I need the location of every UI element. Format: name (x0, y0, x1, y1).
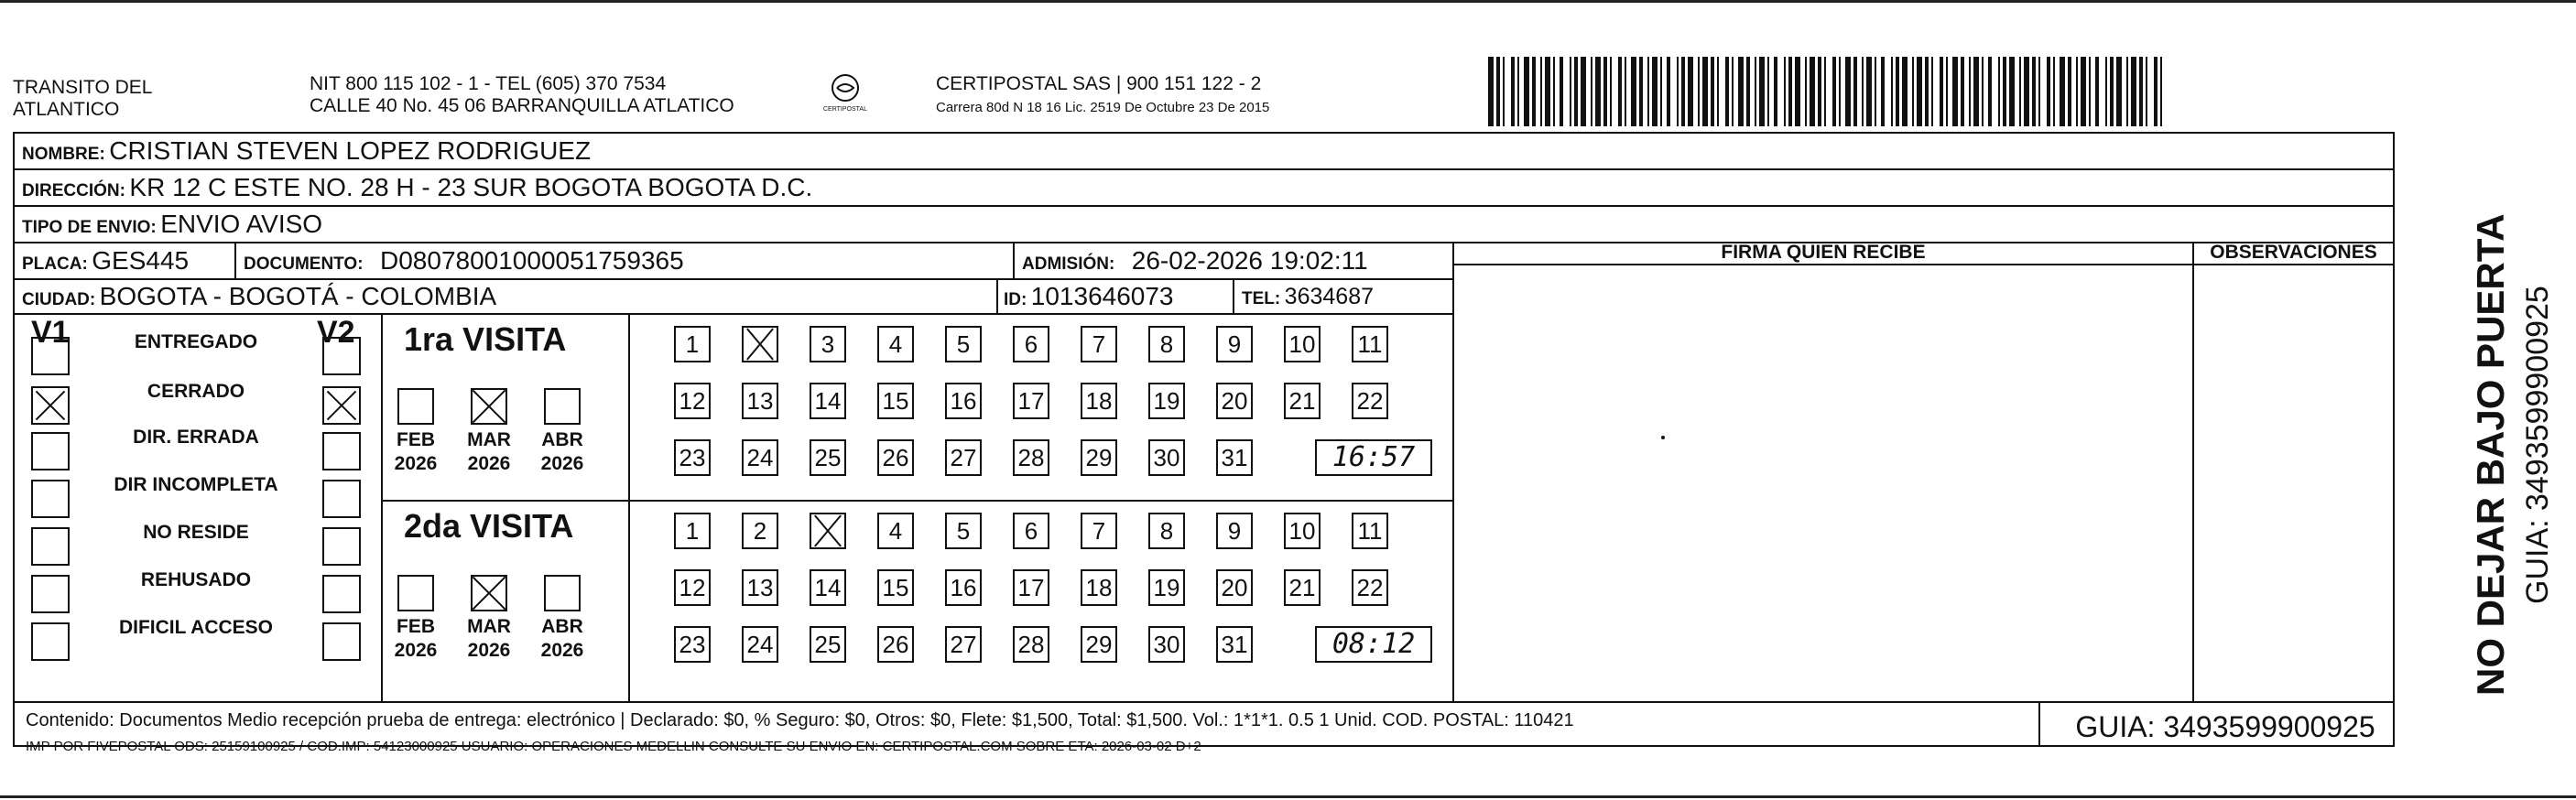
barcode-bar (1625, 57, 1626, 126)
day-box[interactable]: 19 (1148, 383, 1185, 419)
month-checkbox[interactable] (397, 575, 434, 611)
day-box[interactable]: 17 (1013, 383, 1049, 419)
firma-header (1454, 236, 2192, 263)
guia-footer: GUIA: 3493599900925 (2075, 710, 2375, 743)
courier-block (936, 73, 1269, 116)
barcode-bar (2105, 57, 2107, 126)
barcode-bar (1581, 57, 1586, 126)
day-box[interactable]: 31 (1216, 439, 1253, 476)
nombre-row (22, 136, 591, 166)
divider (1013, 242, 1015, 278)
placa-label: PLACA: (22, 254, 88, 274)
month-year: 2026 (540, 453, 584, 474)
month-label (388, 615, 443, 663)
day-box[interactable]: 15 (877, 383, 914, 419)
barcode-bar (1988, 57, 1992, 126)
barcode-bar (1917, 57, 1922, 126)
ciudad-label: CIUDAD: (22, 290, 96, 309)
day-box[interactable]: 22 (1352, 569, 1388, 606)
barcode-bar (1570, 57, 1571, 126)
v2-checkbox[interactable] (322, 337, 361, 375)
barcode-bar (1553, 57, 1555, 126)
day-box[interactable]: 11 (1352, 326, 1388, 362)
direccion-label: DIRECCIÓN: (22, 181, 125, 200)
barcode-bar (1832, 57, 1836, 126)
status-label: CERRADO (147, 381, 245, 402)
day-box[interactable]: 13 (742, 569, 778, 606)
status-label: ENTREGADO (134, 331, 258, 352)
sender-line-1: TRANSITO DEL (13, 77, 153, 98)
barcode-bar (1488, 57, 1494, 126)
v2-heading: V2 (317, 315, 355, 350)
barcode-bar (1862, 57, 1864, 126)
visit-title: 1ra VISITA (404, 320, 567, 358)
barcode-bar (1702, 57, 1708, 126)
month-name: FEB (397, 616, 435, 637)
nombre-label: NOMBRE: (22, 145, 105, 164)
ciudad-cell (22, 282, 496, 311)
id-label: ID: (1004, 290, 1027, 309)
v2-checkbox[interactable] (322, 480, 361, 518)
barcode-bar (1839, 57, 1841, 126)
observaciones-header (2194, 242, 2393, 264)
barcode-bar (1496, 57, 1500, 126)
day-box[interactable]: 16 (945, 383, 982, 419)
barcode-bar (1591, 57, 1592, 126)
day-box[interactable]: 11 (1352, 513, 1388, 549)
barcode-bar (1755, 57, 1756, 126)
bottom-rule (0, 795, 2576, 798)
barcode-bar (1818, 57, 1821, 126)
day-box[interactable]: 8 (1148, 513, 1185, 549)
logo-icon (813, 71, 877, 123)
barcode-bar (1511, 57, 1515, 126)
admision-cell (1022, 246, 1368, 276)
v2-checkbox[interactable] (322, 432, 361, 470)
divider (2038, 701, 2040, 745)
license-line: Carrera 80d N 18 16 Lic. 2519 De Octubre 23 De 2015 (936, 100, 1270, 115)
barcode-bar (1810, 57, 1815, 126)
barcode-bar (1652, 57, 1658, 126)
month-label (462, 615, 516, 663)
day-box[interactable]: 21 (1284, 383, 1321, 419)
barcode-bar (1631, 57, 1636, 126)
divider (1452, 242, 1454, 701)
month-checkbox[interactable] (471, 575, 507, 611)
contenido-line: Contenido: Documentos Medio recepción prueba de entrega: electrónico | Declarado: $0, % Seguro: $0, Otros: $0, Flete: $1,500, Total: $1,500. Vol.: 1*1*1. 0.5 1 Unid. COD. POSTAL: 110421 (26, 710, 1574, 730)
v1-checkbox[interactable] (31, 480, 70, 518)
barcode-bar (1875, 57, 1876, 126)
barcode-bar (2081, 57, 2086, 126)
admision-value: 26-02-2026 19:02:11 (1131, 246, 1368, 275)
tel-cell (1242, 284, 1374, 310)
v1-checkbox[interactable] (31, 432, 70, 470)
barcode-bar (1973, 57, 1979, 126)
barcode-bar (1788, 57, 1792, 126)
id-value: 1013646073 (1030, 282, 1174, 310)
day-box[interactable]: 14 (810, 383, 846, 419)
barcode-bar (2003, 57, 2006, 126)
barcode-bar (1503, 57, 1505, 126)
barcode-bar (2068, 57, 2071, 126)
month-label (462, 428, 516, 476)
divider (381, 500, 1452, 502)
barcode-bar (1560, 57, 1563, 126)
v2-checkbox[interactable] (322, 527, 361, 566)
day-box[interactable]: 20 (1216, 383, 1253, 419)
barcode-bar (2053, 57, 2055, 126)
divider (1233, 278, 1234, 313)
month-year: 2026 (467, 453, 511, 474)
barcode-bar (1746, 57, 1750, 126)
barcode-bar (1969, 57, 1971, 126)
day-box[interactable]: 24 (742, 439, 778, 476)
day-box[interactable]: 1 (674, 326, 711, 362)
sender-block (13, 77, 152, 121)
certipostal-logo (813, 71, 877, 123)
barcode-bar (2009, 57, 2015, 126)
divider (15, 168, 2393, 170)
day-box[interactable]: 30 (1148, 626, 1185, 663)
observaciones-header-text: OBSERVACIONES (2210, 242, 2377, 263)
ciudad-value: BOGOTA - BOGOTÁ - COLOMBIA (99, 282, 497, 310)
firma-header-text: FIRMA QUIEN RECIBE (1721, 242, 1926, 263)
day-box[interactable]: 8 (1148, 326, 1185, 362)
barcode-bar (1946, 57, 1948, 126)
month-name: ABR (541, 429, 583, 450)
barcode-bar (1595, 57, 1601, 126)
visit-time: 16:57 (1315, 439, 1432, 476)
v1-checkbox[interactable] (31, 622, 70, 661)
day-box[interactable]: 7 (1081, 513, 1117, 549)
month-checkbox[interactable] (544, 388, 581, 425)
warning-text: NO DEJAR BAJO PUERTA (2469, 213, 2512, 696)
v1-checkbox[interactable] (31, 575, 70, 613)
barcode-bar (1711, 57, 1714, 126)
v2-checkbox[interactable] (322, 622, 361, 661)
status-label: NO RESIDE (143, 522, 249, 543)
day-box[interactable]: 4 (877, 513, 914, 549)
v1-checkbox[interactable] (31, 527, 70, 566)
barcode-bar (1698, 57, 1700, 126)
barcode-bar (1767, 57, 1769, 126)
barcode-bar (1824, 57, 1826, 126)
month-label (535, 615, 590, 663)
divider (996, 278, 998, 313)
month-year: 2026 (467, 640, 511, 661)
top-rule (0, 0, 2576, 3)
divider (2192, 242, 2194, 701)
barcode-bar (2154, 57, 2158, 126)
direccion-row (22, 173, 812, 202)
barcode-bar (2038, 57, 2040, 126)
barcode-bar (1866, 57, 1872, 126)
barcode-bar (2089, 57, 2091, 126)
barcode-bar (2139, 57, 2143, 126)
placa-cell (22, 246, 189, 276)
v2-checkbox[interactable] (322, 386, 361, 425)
day-box[interactable]: 23 (674, 439, 711, 476)
day-box[interactable]: 4 (877, 326, 914, 362)
barcode-bar (1982, 57, 1984, 126)
divider (628, 313, 630, 701)
barcode-bar (1732, 57, 1734, 126)
divider (15, 278, 1452, 280)
month-year: 2026 (394, 640, 438, 661)
barcode-bar (2116, 57, 2122, 126)
day-box[interactable]: 26 (877, 439, 914, 476)
day-box[interactable]: 27 (945, 626, 982, 663)
day-box[interactable]: 27 (945, 439, 982, 476)
barcode-bar (1805, 57, 1807, 126)
barcode-bar (1574, 57, 1578, 126)
month-year: 2026 (540, 640, 584, 661)
v1-heading: V1 (31, 315, 70, 350)
barcode-bar (1853, 57, 1857, 126)
tipo-envio-row (22, 210, 322, 239)
day-box[interactable]: 24 (742, 626, 778, 663)
month-checkbox[interactable] (397, 388, 434, 425)
day-box[interactable]: 31 (1216, 626, 1253, 663)
day-box[interactable]: 25 (810, 626, 846, 663)
barcode-bar (2160, 57, 2162, 126)
courier-line: CERTIPOSTAL SAS | 900 151 122 - 2 (936, 73, 1262, 94)
ink-dot (1661, 436, 1665, 439)
day-box[interactable]: 19 (1148, 569, 1185, 606)
status-label: REHUSADO (140, 569, 252, 590)
barcode-bar (1639, 57, 1643, 126)
barcode (1488, 57, 2166, 126)
barcode-bar (2019, 57, 2021, 126)
divider (15, 701, 2393, 703)
barcode-bar (1931, 57, 1933, 126)
day-box[interactable]: 28 (1013, 439, 1049, 476)
day-box[interactable]: 16 (945, 569, 982, 606)
tel-label: TEL: (1242, 289, 1281, 308)
day-box[interactable]: 5 (945, 326, 982, 362)
barcode-bar (1940, 57, 1943, 126)
id-cell (1004, 282, 1174, 311)
barcode-bar (1667, 57, 1670, 126)
barcode-bar (2024, 57, 2029, 126)
direccion-value: KR 12 C ESTE NO. 28 H - 23 SUR BOGOTA BOGOTA D.C. (129, 173, 813, 201)
delivery-form (13, 132, 2395, 754)
barcode-bar (1902, 57, 1908, 126)
documento-value: D08078001000051759365 (380, 246, 684, 275)
divider (15, 205, 2393, 207)
day-box[interactable] (742, 326, 778, 362)
day-box[interactable]: 12 (674, 383, 711, 419)
barcode-bar (1891, 57, 1893, 126)
day-box[interactable]: 2 (742, 513, 778, 549)
barcode-bar (2047, 57, 2050, 126)
barcode-bar (1881, 57, 1885, 126)
month-label (388, 428, 443, 476)
day-box[interactable]: 5 (945, 513, 982, 549)
day-box[interactable]: 9 (1216, 326, 1253, 362)
day-box[interactable]: 23 (674, 626, 711, 663)
status-label: DIR. ERRADA (133, 427, 259, 448)
barcode-bar (1532, 57, 1536, 126)
day-box[interactable]: 29 (1081, 626, 1117, 663)
barcode-bar (1688, 57, 1693, 126)
barcode-bar (1952, 57, 1958, 126)
day-box[interactable]: 18 (1081, 569, 1117, 606)
barcode-bar (1759, 57, 1765, 126)
month-name: MAR (467, 429, 511, 450)
tel-value: 3634687 (1284, 284, 1374, 309)
day-box[interactable]: 7 (1081, 326, 1117, 362)
barcode-bar (2126, 57, 2128, 126)
barcode-bar (2146, 57, 2147, 126)
day-box[interactable]: 9 (1216, 513, 1253, 549)
day-box[interactable]: 25 (810, 439, 846, 476)
barcode-bar (1517, 57, 1519, 126)
visit-time: 08:12 (1315, 626, 1432, 663)
documento-cell (244, 246, 684, 276)
divider (15, 313, 1452, 315)
barcode-bar (1545, 57, 1550, 126)
day-box[interactable]: 3 (810, 326, 846, 362)
month-name: FEB (397, 429, 435, 450)
status-label: DIR INCOMPLETA (114, 474, 278, 495)
barcode-bar (1603, 57, 1607, 126)
nit-line: NIT 800 115 102 - 1 - TEL (605) 370 7534 (310, 73, 667, 94)
barcode-bar (2060, 57, 2065, 126)
barcode-bar (1660, 57, 1662, 126)
divider (381, 313, 383, 701)
day-box[interactable]: 22 (1352, 383, 1388, 419)
barcode-bar (1795, 57, 1800, 126)
tipo-envio-value: ENVIO AVISO (160, 210, 323, 238)
day-box[interactable]: 1 (674, 513, 711, 549)
barcode-bar (1677, 57, 1679, 126)
day-box[interactable]: 17 (1013, 569, 1049, 606)
day-box[interactable]: 6 (1013, 326, 1049, 362)
day-box[interactable]: 26 (877, 626, 914, 663)
status-label: DIFICIL ACCESO (118, 617, 273, 638)
day-box[interactable]: 10 (1284, 326, 1321, 362)
day-box[interactable]: 15 (877, 569, 914, 606)
v1-checkbox[interactable] (31, 337, 70, 375)
tipo-envio-label: TIPO DE ENVIO: (22, 218, 157, 237)
month-name: ABR (541, 616, 583, 637)
barcode-bar (1845, 57, 1851, 126)
barcode-bar (2032, 57, 2036, 126)
divider (1452, 264, 2393, 265)
placa-value: GES445 (92, 246, 190, 275)
day-box[interactable]: 29 (1081, 439, 1117, 476)
month-year: 2026 (394, 453, 438, 474)
visit-title: 2da VISITA (404, 507, 574, 545)
day-box[interactable]: 13 (742, 383, 778, 419)
month-checkbox[interactable] (471, 388, 507, 425)
sender-line-2: ATLANTICO (13, 99, 120, 120)
day-box[interactable]: 30 (1148, 439, 1185, 476)
logo-text: CERTIPOSTAL (823, 106, 867, 113)
day-box[interactable]: 28 (1013, 626, 1049, 663)
barcode-bar (2095, 57, 2099, 126)
barcode-bar (1610, 57, 1612, 126)
barcode-bar (1725, 57, 1729, 126)
day-box[interactable]: 21 (1284, 569, 1321, 606)
v1-checkbox[interactable] (31, 386, 70, 425)
day-box[interactable]: 6 (1013, 513, 1049, 549)
day-box[interactable]: 18 (1081, 383, 1117, 419)
barcode-bar (1998, 57, 2000, 126)
barcode-bar (1524, 57, 1529, 126)
day-box[interactable]: 12 (674, 569, 711, 606)
day-box[interactable]: 10 (1284, 513, 1321, 549)
day-box[interactable]: 14 (810, 569, 846, 606)
barcode-bar (2076, 57, 2078, 126)
month-label (535, 428, 590, 476)
barcode-bar (1912, 57, 1914, 126)
barcode-bar (1618, 57, 1622, 126)
barcode-bar (1774, 57, 1777, 126)
day-box[interactable] (810, 513, 846, 549)
barcode-bar (1896, 57, 1899, 126)
nombre-value: CRISTIAN STEVEN LOPEZ RODRIGUEZ (109, 136, 592, 165)
barcode-bar (1961, 57, 1964, 126)
barcode-bar (2131, 57, 2136, 126)
sender-contact (310, 73, 734, 117)
barcode-bar (1925, 57, 1929, 126)
imp-line: IMP POR FIVEPOSTAL ODS: 25159100925 / COD.IMP: 54123000925 USUARIO: OPERACIONES MEDELLIN CONSULTE SU ENVIO EN: CERTIPOSTAL.COM SOBRE ETA: 2026-03-02 D+2 (26, 739, 1201, 754)
side-guia: GUIA: 3493599900925 (2520, 286, 2555, 604)
barcode-bar (1540, 57, 1542, 126)
barcode-bar (1647, 57, 1649, 126)
day-box[interactable]: 20 (1216, 569, 1253, 606)
barcode-bar (2110, 57, 2114, 126)
barcode-bar (1784, 57, 1786, 126)
admision-label: ADMISIÓN: (1022, 254, 1115, 274)
barcode-bar (1681, 57, 1685, 126)
v2-checkbox[interactable] (322, 575, 361, 613)
address-line: CALLE 40 No. 45 06 BARRANQUILLA ATLATICO (310, 95, 734, 116)
month-name: MAR (467, 616, 511, 637)
month-checkbox[interactable] (544, 575, 581, 611)
divider (234, 242, 236, 278)
barcode-bar (1738, 57, 1744, 126)
barcode-bar (1717, 57, 1719, 126)
documento-label: DOCUMENTO: (244, 254, 364, 274)
